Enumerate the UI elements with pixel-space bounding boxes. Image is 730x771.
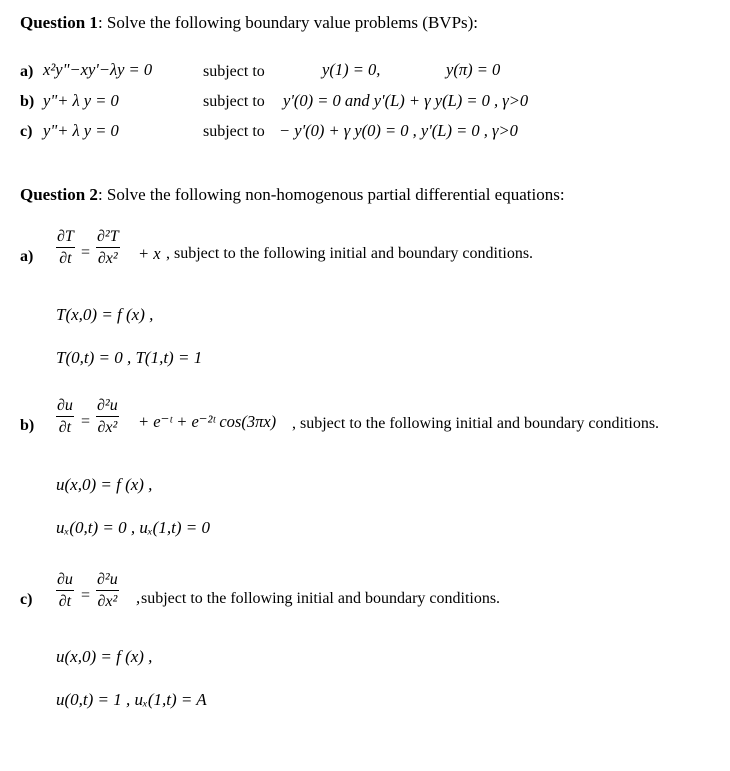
- equals-sign: =: [81, 587, 91, 604]
- q2-item-a-lhs-num: ∂T: [57, 228, 74, 245]
- q2-item-c-rhs-den: ∂x²: [97, 593, 118, 610]
- q2-item-c-lhs-den: ∂t: [58, 593, 72, 610]
- q2-item-b-lhs-fraction: [56, 398, 74, 436]
- q2-item-b-lhs-den: ∂t: [58, 419, 72, 436]
- question-2-label: Question 2: [20, 185, 98, 204]
- q2-item-b-rhs-fraction: [96, 398, 119, 436]
- q1-item-a-label: a): [20, 63, 34, 80]
- q1-item-a-equation: x²y"−xy'−λy = 0: [43, 60, 153, 79]
- question-1-label: Question 1: [20, 13, 98, 32]
- q1-item-c-cond: − y'(0) + γ y(0) = 0 , y'(L) = 0 , γ>0: [279, 121, 518, 140]
- q2-item-c-rhs-num: ∂²u: [97, 571, 118, 588]
- q2-item-a-rhs-den: ∂x²: [97, 250, 118, 267]
- q2-item-c-rhs-fraction: [96, 572, 119, 610]
- q2-item-c-lhs-num: ∂u: [57, 571, 73, 588]
- q1-item-b-subject: subject to: [203, 93, 265, 110]
- q2-item-b-rest: + e⁻ᵗ + e⁻²ᵗ cos(3πx): [138, 412, 277, 431]
- q1-item-b-label: b): [20, 93, 35, 110]
- q2-item-a-rest: + x: [138, 244, 161, 263]
- q2-item-a-label: a): [20, 248, 34, 265]
- q1-item-a-cond1: y(1) = 0,: [322, 60, 381, 79]
- q2-item-a-rhs-fraction: [96, 229, 120, 267]
- q2-item-c-desc: subject to the following initial and boundary conditions.: [141, 590, 501, 607]
- q2-item-a-boundary-condition: T(0,t) = 0 , T(1,t) = 1: [56, 348, 203, 367]
- q2-item-b-boundary-condition: uₓ(0,t) = 0 , uₓ(1,t) = 0: [56, 518, 210, 537]
- q2-item-a-rhs-num: ∂²T: [97, 228, 119, 245]
- q2-item-a-lhs-fraction: [56, 229, 75, 267]
- equals-sign: =: [81, 244, 91, 261]
- q2-item-b-rhs-den: ∂x²: [97, 419, 118, 436]
- q2-item-c-label: c): [20, 591, 33, 608]
- q2-item-a-initial-condition: T(x,0) = f (x) ,: [56, 305, 154, 324]
- q1-item-c-equation: y"+ λ y = 0: [43, 121, 119, 140]
- q2-item-b-desc: , subject to the following initial and boundary conditions.: [292, 415, 660, 432]
- q1-item-b-equation: y"+ λ y = 0: [43, 91, 119, 110]
- q2-item-b-label: b): [20, 417, 35, 434]
- equals-sign: =: [81, 413, 91, 430]
- q2-item-b-lhs-num: ∂u: [57, 397, 73, 414]
- q2-item-a-desc: , subject to the following initial and boundary conditions.: [166, 245, 534, 262]
- q1-item-c-label: c): [20, 123, 33, 140]
- q2-item-c-boundary-condition: u(0,t) = 1 , uₓ(1,t) = A: [56, 690, 207, 709]
- q2-item-a-lhs-den: ∂t: [59, 250, 72, 267]
- q1-item-a-cond2: y(π) = 0: [446, 60, 501, 79]
- q2-item-c-rest: ,: [136, 588, 141, 607]
- q2-item-c-lhs-fraction: [56, 572, 74, 610]
- question-1-heading: [20, 14, 478, 31]
- q2-item-c-initial-condition: u(x,0) = f (x) ,: [56, 647, 153, 666]
- question-2-heading: [20, 186, 565, 203]
- question-2-title: : Solve the following non-homogenous partial differential equations:: [97, 185, 565, 204]
- question-1-title: : Solve the following boundary value problems (BVPs):: [97, 13, 479, 32]
- q1-item-c-subject: subject to: [203, 123, 265, 140]
- q2-item-b-initial-condition: u(x,0) = f (x) ,: [56, 475, 153, 494]
- q1-item-b-cond: y'(0) = 0 and y'(L) + γ y(L) = 0 , γ>0: [283, 91, 529, 110]
- q2-item-b-rhs-num: ∂²u: [97, 397, 118, 414]
- q1-item-a-subject: subject to: [203, 63, 265, 80]
